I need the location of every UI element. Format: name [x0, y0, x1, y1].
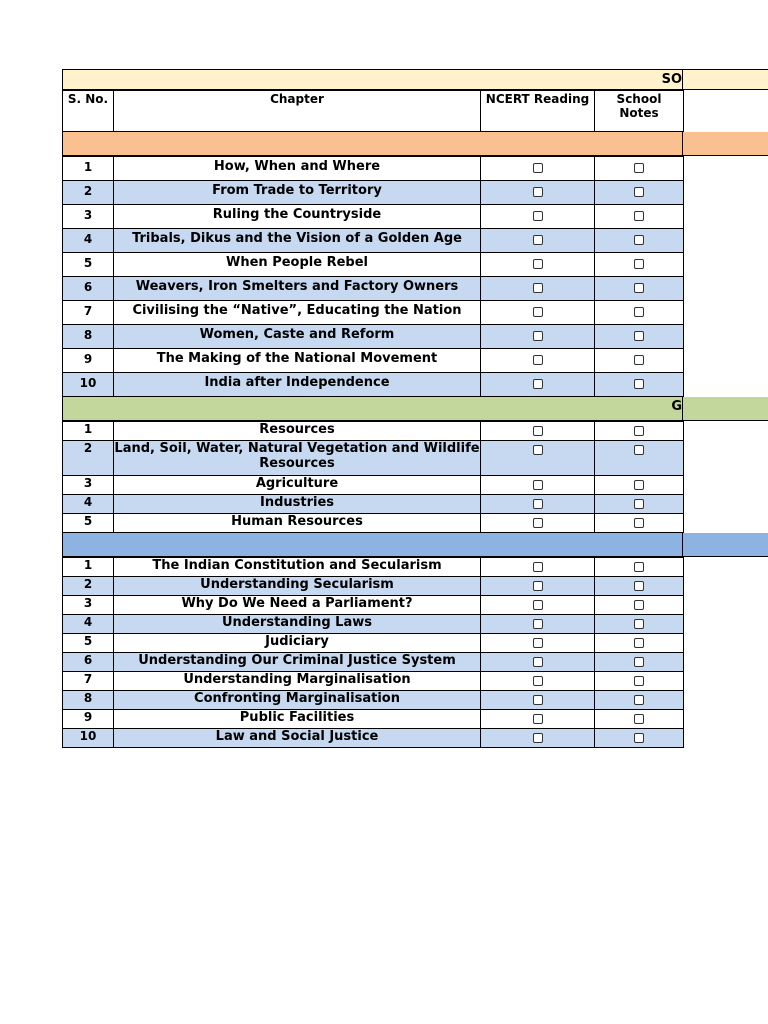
school-notes-cell: [595, 653, 684, 672]
ncert-reading-cell: [481, 577, 595, 596]
school-notes-cell: [595, 301, 684, 325]
school-notes-checkbox[interactable]: [634, 283, 644, 293]
school-notes-cell: [595, 634, 684, 653]
column-header-ncert: NCERT Reading: [481, 91, 595, 132]
school-notes-cell: [595, 205, 684, 229]
school-notes-cell: [595, 710, 684, 729]
chapter-row: [63, 422, 684, 441]
row-number: 4: [63, 495, 114, 514]
school-notes-cell: [595, 691, 684, 710]
ncert-reading-cell: [481, 253, 595, 277]
section-band-geography: [62, 397, 768, 421]
chapter-row: [63, 229, 684, 253]
row-number: 2: [63, 441, 114, 476]
chapter-row: [63, 325, 684, 349]
chapter-row: [63, 653, 684, 672]
chapter-row: [63, 476, 684, 495]
ncert-reading-checkbox[interactable]: [533, 619, 543, 629]
ncert-reading-cell: [481, 301, 595, 325]
column-header-notes: School Notes: [595, 91, 684, 132]
ncert-reading-checkbox[interactable]: [533, 676, 543, 686]
chapter-row: [63, 615, 684, 634]
row-number: 5: [63, 634, 114, 653]
chapter-title: The Making of the National Movement: [114, 349, 481, 373]
row-number: 1: [63, 157, 114, 181]
ncert-reading-cell: [481, 653, 595, 672]
syllabus-sheet: [62, 69, 768, 748]
school-notes-cell: [595, 157, 684, 181]
chapter-table-history: [62, 156, 684, 397]
school-notes-cell: [595, 558, 684, 577]
ncert-reading-cell: [481, 476, 595, 495]
ncert-reading-cell: [481, 373, 595, 397]
ncert-reading-checkbox[interactable]: [533, 638, 543, 648]
chapter-title: How, When and Where: [114, 157, 481, 181]
ncert-reading-cell: [481, 558, 595, 577]
chapter-title: India after Independence: [114, 373, 481, 397]
chapter-row: [63, 253, 684, 277]
row-number: 10: [63, 729, 114, 748]
ncert-reading-checkbox[interactable]: [533, 259, 543, 269]
school-notes-checkbox[interactable]: [634, 499, 644, 509]
chapter-row: [63, 441, 684, 476]
school-notes-checkbox[interactable]: [634, 307, 644, 317]
school-notes-checkbox[interactable]: [634, 187, 644, 197]
school-notes-checkbox[interactable]: [634, 379, 644, 389]
ncert-reading-checkbox[interactable]: [533, 163, 543, 173]
school-notes-checkbox[interactable]: [634, 638, 644, 648]
ncert-reading-cell: [481, 634, 595, 653]
school-notes-cell: [595, 514, 684, 533]
school-notes-cell: [595, 615, 684, 634]
ncert-reading-checkbox[interactable]: [533, 355, 543, 365]
sheet-title: SO: [661, 72, 682, 87]
section-band-civics: [62, 533, 768, 557]
ncert-reading-cell: [481, 495, 595, 514]
school-notes-checkbox[interactable]: [634, 426, 644, 436]
chapter-title: When People Rebel: [114, 253, 481, 277]
chapter-title: Tribals, Dikus and the Vision of a Golden Age: [114, 229, 481, 253]
school-notes-cell: [595, 229, 684, 253]
chapter-row: [63, 301, 684, 325]
ncert-reading-cell: [481, 422, 595, 441]
ncert-reading-cell: [481, 710, 595, 729]
chapter-table-geography: [62, 421, 684, 533]
column-header-table: [62, 90, 684, 132]
row-number: 1: [63, 558, 114, 577]
ncert-reading-cell: [481, 615, 595, 634]
chapter-title: Public Facilities: [114, 710, 481, 729]
chapter-row: [63, 277, 684, 301]
chapter-title: Land, Soil, Water, Natural Vegetation and Wildlife Resources: [114, 441, 481, 476]
sections-container: [62, 132, 768, 748]
school-notes-cell: [595, 729, 684, 748]
chapter-title: Law and Social Justice: [114, 729, 481, 748]
row-number: 4: [63, 615, 114, 634]
ncert-reading-checkbox[interactable]: [533, 657, 543, 667]
school-notes-checkbox[interactable]: [634, 480, 644, 490]
chapter-title: Understanding Laws: [114, 615, 481, 634]
chapter-title: The Indian Constitution and Secularism: [114, 558, 481, 577]
ncert-reading-checkbox[interactable]: [533, 211, 543, 221]
school-notes-cell: [595, 373, 684, 397]
chapter-table-civics: [62, 557, 684, 748]
ncert-reading-checkbox[interactable]: [533, 600, 543, 610]
ncert-reading-checkbox[interactable]: [533, 307, 543, 317]
chapter-title: Women, Caste and Reform: [114, 325, 481, 349]
chapter-title: Human Resources: [114, 514, 481, 533]
chapter-title: Civilising the “Native”, Educating the Nation: [114, 301, 481, 325]
school-notes-checkbox[interactable]: [634, 163, 644, 173]
school-notes-cell: [595, 495, 684, 514]
chapter-row: [63, 710, 684, 729]
column-header-chapter: Chapter: [114, 91, 481, 132]
row-number: 9: [63, 349, 114, 373]
row-number: 8: [63, 691, 114, 710]
row-number: 3: [63, 596, 114, 615]
chapter-title: Understanding Secularism: [114, 577, 481, 596]
chapter-title: Weavers, Iron Smelters and Factory Owners: [114, 277, 481, 301]
school-notes-cell: [595, 422, 684, 441]
ncert-reading-checkbox[interactable]: [533, 426, 543, 436]
school-notes-checkbox[interactable]: [634, 657, 644, 667]
ncert-reading-checkbox[interactable]: [533, 331, 543, 341]
chapter-title: Why Do We Need a Parliament?: [114, 596, 481, 615]
ncert-reading-checkbox[interactable]: [533, 733, 543, 743]
school-notes-checkbox[interactable]: [634, 562, 644, 572]
section-band-history: [62, 132, 768, 156]
ncert-reading-checkbox[interactable]: [533, 562, 543, 572]
chapter-row: [63, 495, 684, 514]
school-notes-cell: [595, 596, 684, 615]
ncert-reading-cell: [481, 205, 595, 229]
school-notes-cell: [595, 277, 684, 301]
ncert-reading-checkbox[interactable]: [533, 187, 543, 197]
school-notes-checkbox[interactable]: [634, 518, 644, 528]
school-notes-checkbox[interactable]: [634, 600, 644, 610]
school-notes-checkbox[interactable]: [634, 695, 644, 705]
school-notes-checkbox[interactable]: [634, 331, 644, 341]
row-number: 7: [63, 301, 114, 325]
school-notes-checkbox[interactable]: [634, 211, 644, 221]
chapter-row: [63, 596, 684, 615]
ncert-reading-cell: [481, 514, 595, 533]
row-number: 4: [63, 229, 114, 253]
chapter-row: [63, 373, 684, 397]
row-number: 10: [63, 373, 114, 397]
row-number: 6: [63, 277, 114, 301]
ncert-reading-checkbox[interactable]: [533, 714, 543, 724]
school-notes-cell: [595, 476, 684, 495]
chapter-title: Confronting Marginalisation: [114, 691, 481, 710]
row-number: 6: [63, 653, 114, 672]
chapter-title: Judiciary: [114, 634, 481, 653]
sheet-title-band: [62, 69, 768, 90]
chapter-row: [63, 558, 684, 577]
ncert-reading-checkbox[interactable]: [533, 283, 543, 293]
row-number: 5: [63, 514, 114, 533]
school-notes-checkbox[interactable]: [634, 445, 644, 455]
school-notes-checkbox[interactable]: [634, 581, 644, 591]
chapter-row: [63, 577, 684, 596]
school-notes-checkbox[interactable]: [634, 355, 644, 365]
ncert-reading-cell: [481, 157, 595, 181]
school-notes-checkbox[interactable]: [634, 714, 644, 724]
chapter-row: [63, 729, 684, 748]
school-notes-checkbox[interactable]: [634, 676, 644, 686]
chapter-row: [63, 205, 684, 229]
chapter-row: [63, 672, 684, 691]
chapter-row: [63, 349, 684, 373]
chapter-row: [63, 157, 684, 181]
ncert-reading-checkbox[interactable]: [533, 695, 543, 705]
school-notes-cell: [595, 577, 684, 596]
section-label: G: [671, 399, 682, 414]
ncert-reading-cell: [481, 277, 595, 301]
ncert-reading-cell: [481, 349, 595, 373]
ncert-reading-cell: [481, 672, 595, 691]
ncert-reading-checkbox[interactable]: [533, 499, 543, 509]
chapter-row: [63, 181, 684, 205]
school-notes-checkbox[interactable]: [634, 235, 644, 245]
ncert-reading-checkbox[interactable]: [533, 235, 543, 245]
school-notes-cell: [595, 253, 684, 277]
column-header-row: [63, 91, 684, 132]
ncert-reading-checkbox[interactable]: [533, 480, 543, 490]
ncert-reading-cell: [481, 181, 595, 205]
ncert-reading-cell: [481, 691, 595, 710]
chapter-title: Understanding Our Criminal Justice System: [114, 653, 481, 672]
chapter-row: [63, 691, 684, 710]
row-number: 1: [63, 422, 114, 441]
chapter-title: Agriculture: [114, 476, 481, 495]
ncert-reading-cell: [481, 596, 595, 615]
ncert-reading-checkbox[interactable]: [533, 581, 543, 591]
chapter-row: [63, 634, 684, 653]
ncert-reading-cell: [481, 729, 595, 748]
school-notes-cell: [595, 349, 684, 373]
school-notes-checkbox[interactable]: [634, 259, 644, 269]
school-notes-cell: [595, 672, 684, 691]
school-notes-cell: [595, 441, 684, 476]
row-number: 2: [63, 577, 114, 596]
row-number: 7: [63, 672, 114, 691]
chapter-title: Industries: [114, 495, 481, 514]
row-number: 3: [63, 205, 114, 229]
row-number: 3: [63, 476, 114, 495]
chapter-title: Understanding Marginalisation: [114, 672, 481, 691]
chapter-title: Ruling the Countryside: [114, 205, 481, 229]
row-number: 2: [63, 181, 114, 205]
row-number: 5: [63, 253, 114, 277]
ncert-reading-checkbox[interactable]: [533, 445, 543, 455]
ncert-reading-cell: [481, 325, 595, 349]
chapter-title: Resources: [114, 422, 481, 441]
school-notes-cell: [595, 325, 684, 349]
school-notes-cell: [595, 181, 684, 205]
row-number: 9: [63, 710, 114, 729]
chapter-title: From Trade to Territory: [114, 181, 481, 205]
chapter-row: [63, 514, 684, 533]
ncert-reading-cell: [481, 229, 595, 253]
column-header-sno: S. No.: [63, 91, 114, 132]
ncert-reading-checkbox[interactable]: [533, 518, 543, 528]
ncert-reading-checkbox[interactable]: [533, 379, 543, 389]
school-notes-checkbox[interactable]: [634, 733, 644, 743]
ncert-reading-cell: [481, 441, 595, 476]
school-notes-checkbox[interactable]: [634, 619, 644, 629]
row-number: 8: [63, 325, 114, 349]
